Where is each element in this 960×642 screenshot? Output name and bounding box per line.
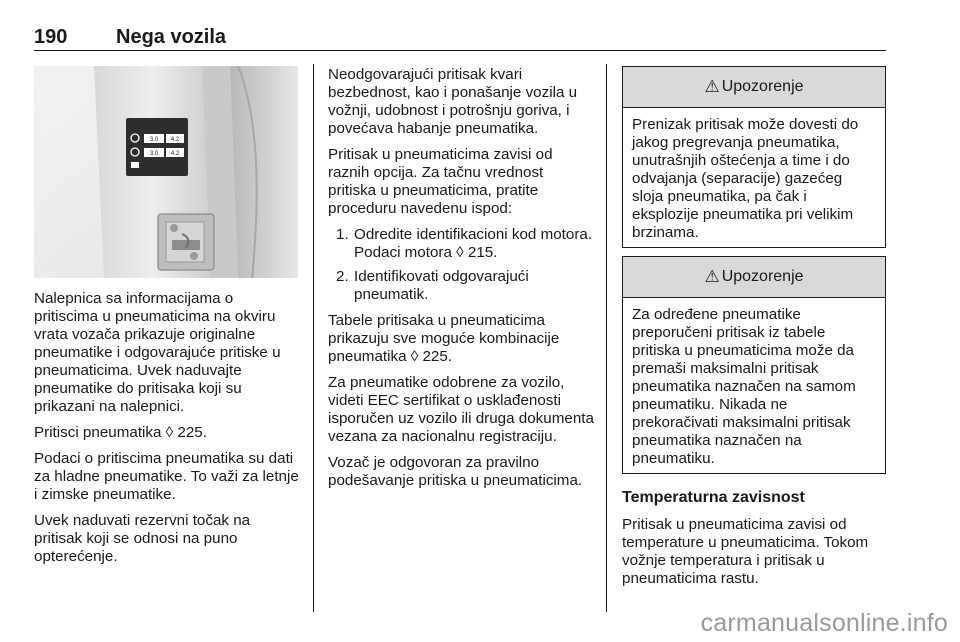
label-value-r1c2: 4.2	[170, 137, 180, 143]
column-divider-left	[313, 64, 314, 612]
step-text: Identifikovati odgovarajući pneumatik.	[354, 268, 529, 303]
list-item	[328, 268, 594, 304]
paragraph: Podaci o pritiscima pneumatika su dati za hladne pneumatike. To važi za letnje i zimske pneumatike.	[34, 450, 299, 503]
warning-triangle-icon: ⚠	[704, 77, 720, 96]
column-divider-right	[606, 64, 607, 612]
page-number: 190	[34, 26, 68, 48]
label-value-r1c1: 3.0	[149, 137, 159, 143]
warning-body: Prenizak pritisak može dovesti do jakog pregrevanja pneumatika, unutrašnjih oštećenja a time i do odvajanja (separacije) gazećeg sloja pneumatika, pa čak i eksplozije pneumatika pri velikim brzinama.	[632, 116, 859, 241]
middle-column-text	[328, 66, 594, 498]
right-column-text	[622, 488, 888, 596]
procedure-steps	[328, 226, 594, 304]
list-item	[328, 226, 594, 262]
section-heading: Temperaturna zavisnost	[622, 489, 805, 506]
step-text: Odredite identifikacioni kod motora. Podaci motora ◊ 215.	[354, 226, 593, 261]
page-header	[34, 22, 886, 51]
warning-header	[623, 257, 885, 298]
warning-title: Upozorenje	[721, 268, 804, 285]
chapter-title: Nega vozila	[116, 26, 227, 48]
label-value-r2c1: 3.0	[149, 151, 159, 157]
paragraph: Pritisak u pneumaticima zavisi od raznih opcija. Za tačnu vrednost pritiska u pneumaticima, pratite proceduru navedenu ispod:	[328, 146, 553, 217]
paragraph: Vozač je odgovoran za pravilno podešavanje pritiska u pneumaticima.	[328, 454, 583, 489]
paragraph: Za pneumatike odobrene za vozilo, videti EEC sertifikat o usklađenosti isporučen uz vozilo ili druga dokumenta vezana za nacionalnu registraciju.	[328, 374, 594, 445]
warning-title: Upozorenje	[721, 78, 804, 95]
paragraph-reference: Tabele pritisaka u pneumaticima prikazuju sve moguće kombinacije pneumatika ◊ 225.	[328, 312, 560, 365]
paragraph: Pritisak u pneumaticima zavisi od temperature u pneumaticima. Tokom vožnje temperatura i pritisak u pneumaticima rastu.	[622, 516, 869, 587]
door-frame-drawing	[34, 66, 298, 278]
warning-body: Za određene pneumatike preporučeni pritisak iz tabele pritiska u pneumaticima može da premaši maksimalni pritisak pneumatika naznačen na samom pneumatiku. Nikada ne prekoračivati maksimalni pritisak pneumatika naznačen na pneumatiku.	[632, 306, 856, 467]
door-frame-illustration	[34, 66, 298, 278]
warning-box	[622, 66, 886, 248]
paragraph: Nalepnica sa informacijama o pritiscima u pneumaticima na okviru vrata vozača prikazuje originalne pneumatike i odgovarajuće pritiske u pneumaticima. Uvek naduvajte pneumatike do pritisaka koji su prikazani na nalepnici.	[34, 290, 281, 415]
warning-box	[622, 256, 886, 474]
step-number: 2.	[336, 268, 349, 285]
paragraph: Uvek naduvati rezervni točak na pritisak koji se odnosi na puno opterećenje.	[34, 512, 251, 565]
label-value-r2c2: 4.2	[170, 151, 180, 157]
step-number: 1.	[336, 226, 349, 243]
paragraph-reference: Pritisci pneumatika ◊ 225.	[34, 424, 207, 441]
left-column-text	[34, 290, 300, 574]
watermark: carmanualsonline.info	[700, 609, 948, 637]
warning-triangle-icon: ⚠	[704, 267, 720, 286]
paragraph: Neodgovarajući pritisak kvari bezbednost, kao i ponašanje vozila u vožnji, udobnost i potrošnju goriva, i povećava habanje pneumatika.	[328, 66, 578, 137]
warning-header	[623, 67, 885, 108]
